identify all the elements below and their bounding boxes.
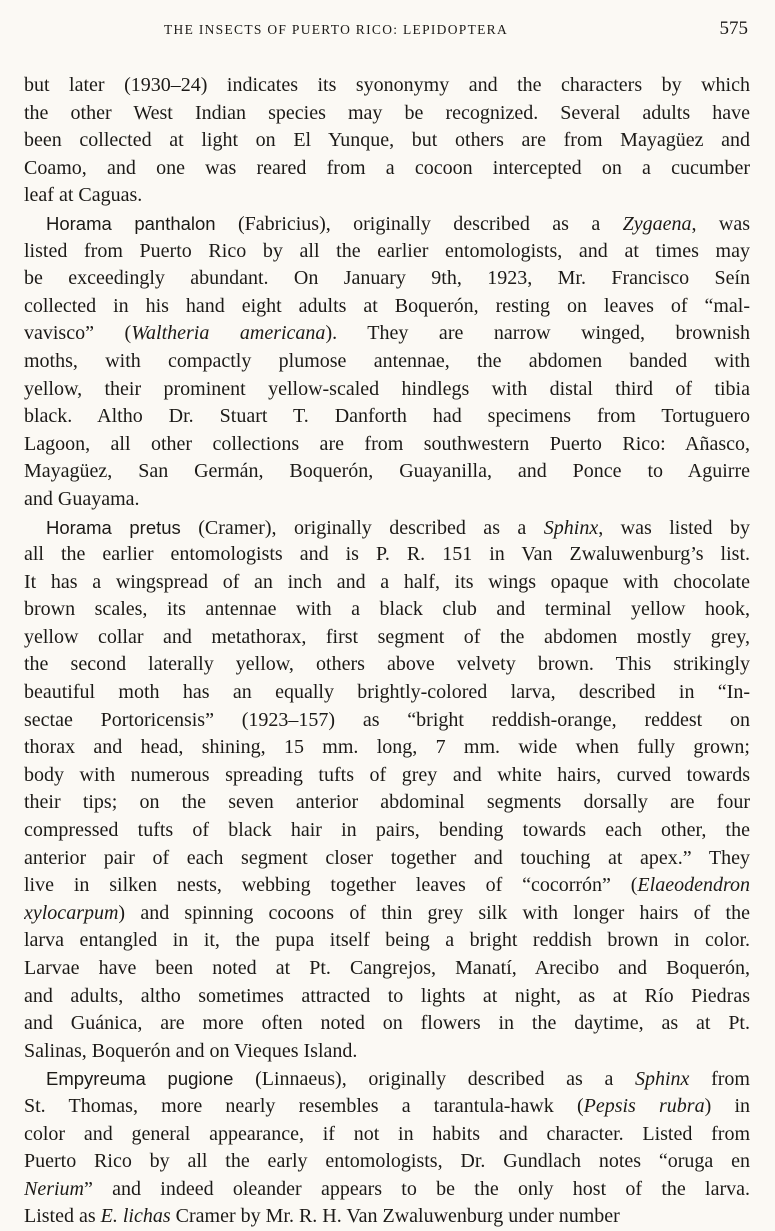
text-run: (Cramer), originally described as a xyxy=(180,516,544,539)
text-run: but later (1930–24) indicates its syononymy and the characters by which xyxy=(24,74,750,96)
text-line xyxy=(24,1093,750,1121)
paragraph xyxy=(24,72,750,210)
text-run: (Fabricius), originally described as a xyxy=(215,212,623,235)
text-line xyxy=(24,624,750,652)
text-line xyxy=(24,707,750,735)
text-run: been collected at light on El Yunque, but others are from Mayagüez and xyxy=(24,129,750,152)
text-run: the second laterally yellow, others above velvety brown. This strikingly xyxy=(24,653,750,676)
text-run: their tips; on the seven anterior abdominal segments dorsally are four xyxy=(24,791,750,814)
text-run: from xyxy=(689,1068,750,1091)
text-run: color and general appearance, if not in habits and character. Listed from xyxy=(24,1122,750,1145)
text-line xyxy=(24,514,750,542)
text-line xyxy=(24,651,750,679)
text-line xyxy=(24,541,750,569)
italic-text: Zygaena xyxy=(622,212,692,235)
text-run: black. Altho Dr. Stuart T. Danforth had specimens from Tortuguero xyxy=(24,405,750,428)
text-line xyxy=(24,789,750,817)
text-run: beautiful moth has an equally brightly-colored larva, described in “In- xyxy=(24,681,750,704)
text-line xyxy=(24,1038,750,1066)
text-run: thorax and head, shining, 15 mm. long, 7 mm. wide when fully grown; xyxy=(24,736,750,759)
species-name: Empyreuma pugione xyxy=(46,1068,234,1090)
text-line xyxy=(24,320,750,348)
text-line xyxy=(24,238,750,266)
text-run: sectae Portoricensis” (1923–157) as “bright reddish-orange, reddest on xyxy=(24,708,750,731)
text-run: and adults, altho sometimes attracted to lights at night, as at Río Piedras xyxy=(24,984,750,1007)
text-line xyxy=(24,900,750,928)
text-run: larva entangled in it, the pupa itself being a bright reddish brown in color. xyxy=(24,929,750,952)
text-line xyxy=(24,872,750,900)
text-run: vavisco” ( xyxy=(24,322,132,345)
text-run: St. Thomas, more nearly resembles a tarantula-hawk ( xyxy=(24,1094,584,1117)
text-run: be exceedingly abundant. On January 9th, 1923, Mr. Francisco Seín xyxy=(24,267,750,290)
text-line xyxy=(24,1148,750,1176)
text-line xyxy=(24,265,750,293)
paragraph xyxy=(24,1065,750,1231)
text-run: and Guayama. xyxy=(24,487,140,510)
text-line xyxy=(24,1203,750,1231)
species-name: Horama pretus xyxy=(46,516,181,538)
text-run: Coamo, and one was reared from a cocoon intercepted on a cucumber xyxy=(24,156,750,179)
text-run: Lagoon, all other collections are from southwestern Puerto Rico: Añasco, xyxy=(24,432,750,455)
paragraph xyxy=(24,210,750,514)
text-run: collected in his hand eight adults at Boquerón, resting on leaves of “mal- xyxy=(24,294,750,317)
text-line xyxy=(24,955,750,983)
text-run: Larvae have been noted at Pt. Cangrejos, Manatí, Arecibo and Boquerón, xyxy=(24,957,750,979)
text-line xyxy=(24,127,750,155)
text-line xyxy=(24,458,750,486)
text-run: brown scales, its antennae with a black club and terminal yellow hook, xyxy=(24,598,750,621)
text-line xyxy=(24,1121,750,1149)
text-line xyxy=(24,72,750,100)
body-text xyxy=(24,72,750,1231)
text-line xyxy=(24,1065,750,1093)
italic-text: Nerium xyxy=(24,1177,84,1200)
text-run: ) and spinning cocoons of thin grey silk with longer hairs of the xyxy=(118,901,750,924)
text-run: ” and indeed oleander appears to be the only host of the larva. xyxy=(84,1177,750,1200)
italic-text: Waltheria americana xyxy=(131,322,326,345)
text-run: yellow, their prominent yellow-scaled hindlegs with distal third of tibia xyxy=(24,377,750,400)
text-run: leaf at Caguas. xyxy=(24,184,143,207)
text-line xyxy=(24,376,750,404)
text-run: ). They are narrow winged, brownish xyxy=(325,322,750,345)
text-line xyxy=(24,1010,750,1038)
italic-text: xylocarpum xyxy=(24,901,119,924)
text-line xyxy=(24,762,750,790)
text-line xyxy=(24,596,750,624)
text-run: yellow collar and metathorax, first segment of the abdomen mostly grey, xyxy=(24,625,750,648)
italic-text: Sphinx xyxy=(543,516,599,539)
running-title: THE INSECTS OF PUERTO RICO: LEPIDOPTERA xyxy=(164,22,509,37)
text-line xyxy=(24,927,750,955)
text-line xyxy=(24,293,750,321)
text-line xyxy=(24,983,750,1011)
text-line xyxy=(24,210,750,238)
text-line xyxy=(24,1176,750,1204)
text-line xyxy=(24,155,750,183)
species-name: Horama panthalon xyxy=(46,212,216,234)
text-run: moths, with compactly plumose antennae, the abdomen banded with xyxy=(24,349,750,372)
text-line xyxy=(24,486,750,514)
running-head xyxy=(24,18,750,44)
text-line xyxy=(24,182,750,210)
text-run: Cramer by Mr. R. H. Van Zwaluwenburg under number xyxy=(170,1205,620,1228)
text-run: Puerto Rico by all the early entomologists, Dr. Gundlach notes “oruga en xyxy=(24,1150,750,1173)
text-run: Mayagüez, San Germán, Boquerón, Guayanilla, and Ponce to Aguirre xyxy=(24,460,750,483)
text-line xyxy=(24,100,750,128)
text-run: Salinas, Boquerón and on Vieques Island. xyxy=(24,1039,358,1062)
text-run: the other West Indian species may be recognized. Several adults have xyxy=(24,101,750,124)
italic-text: Sphinx xyxy=(635,1068,690,1091)
italic-text: Pepsis rubra xyxy=(583,1094,705,1117)
text-run: and Guánica, are more often noted on flowers in the daytime, as at Pt. xyxy=(24,1012,750,1035)
text-line xyxy=(24,817,750,845)
text-run: , was listed by xyxy=(598,516,750,539)
text-line xyxy=(24,679,750,707)
text-line xyxy=(24,403,750,431)
text-line xyxy=(24,569,750,597)
text-run: (Linnaeus), originally described as a xyxy=(233,1068,635,1091)
italic-text: Elaeodendron xyxy=(637,874,750,897)
text-run: anterior pair of each segment closer together and touching at apex.” They xyxy=(24,846,750,869)
text-run: , was xyxy=(691,212,750,235)
text-line xyxy=(24,845,750,873)
text-run: Listed as xyxy=(24,1205,101,1228)
text-run: live in silken nests, webbing together leaves of “cocorrón” ( xyxy=(24,874,638,897)
text-run: all the earlier entomologists and is P. R. 151 in Van Zwaluwenburg’s list. xyxy=(24,543,750,566)
text-run: compressed tufts of black hair in pairs, bending towards each other, the xyxy=(24,819,750,842)
paragraph xyxy=(24,514,750,1066)
text-line xyxy=(24,431,750,459)
text-run: ) in xyxy=(704,1094,750,1117)
text-run: body with numerous spreading tufts of grey and white hairs, curved towards xyxy=(24,763,750,786)
page-number: 575 xyxy=(719,18,748,39)
text-line xyxy=(24,348,750,376)
italic-text: E. lichas xyxy=(100,1205,171,1228)
text-run: It has a wingspread of an inch and a half, its wings opaque with chocolate xyxy=(24,570,750,593)
text-line xyxy=(24,734,750,762)
text-run: listed from Puerto Rico by all the earlier entomologists, and at times may xyxy=(24,239,750,262)
